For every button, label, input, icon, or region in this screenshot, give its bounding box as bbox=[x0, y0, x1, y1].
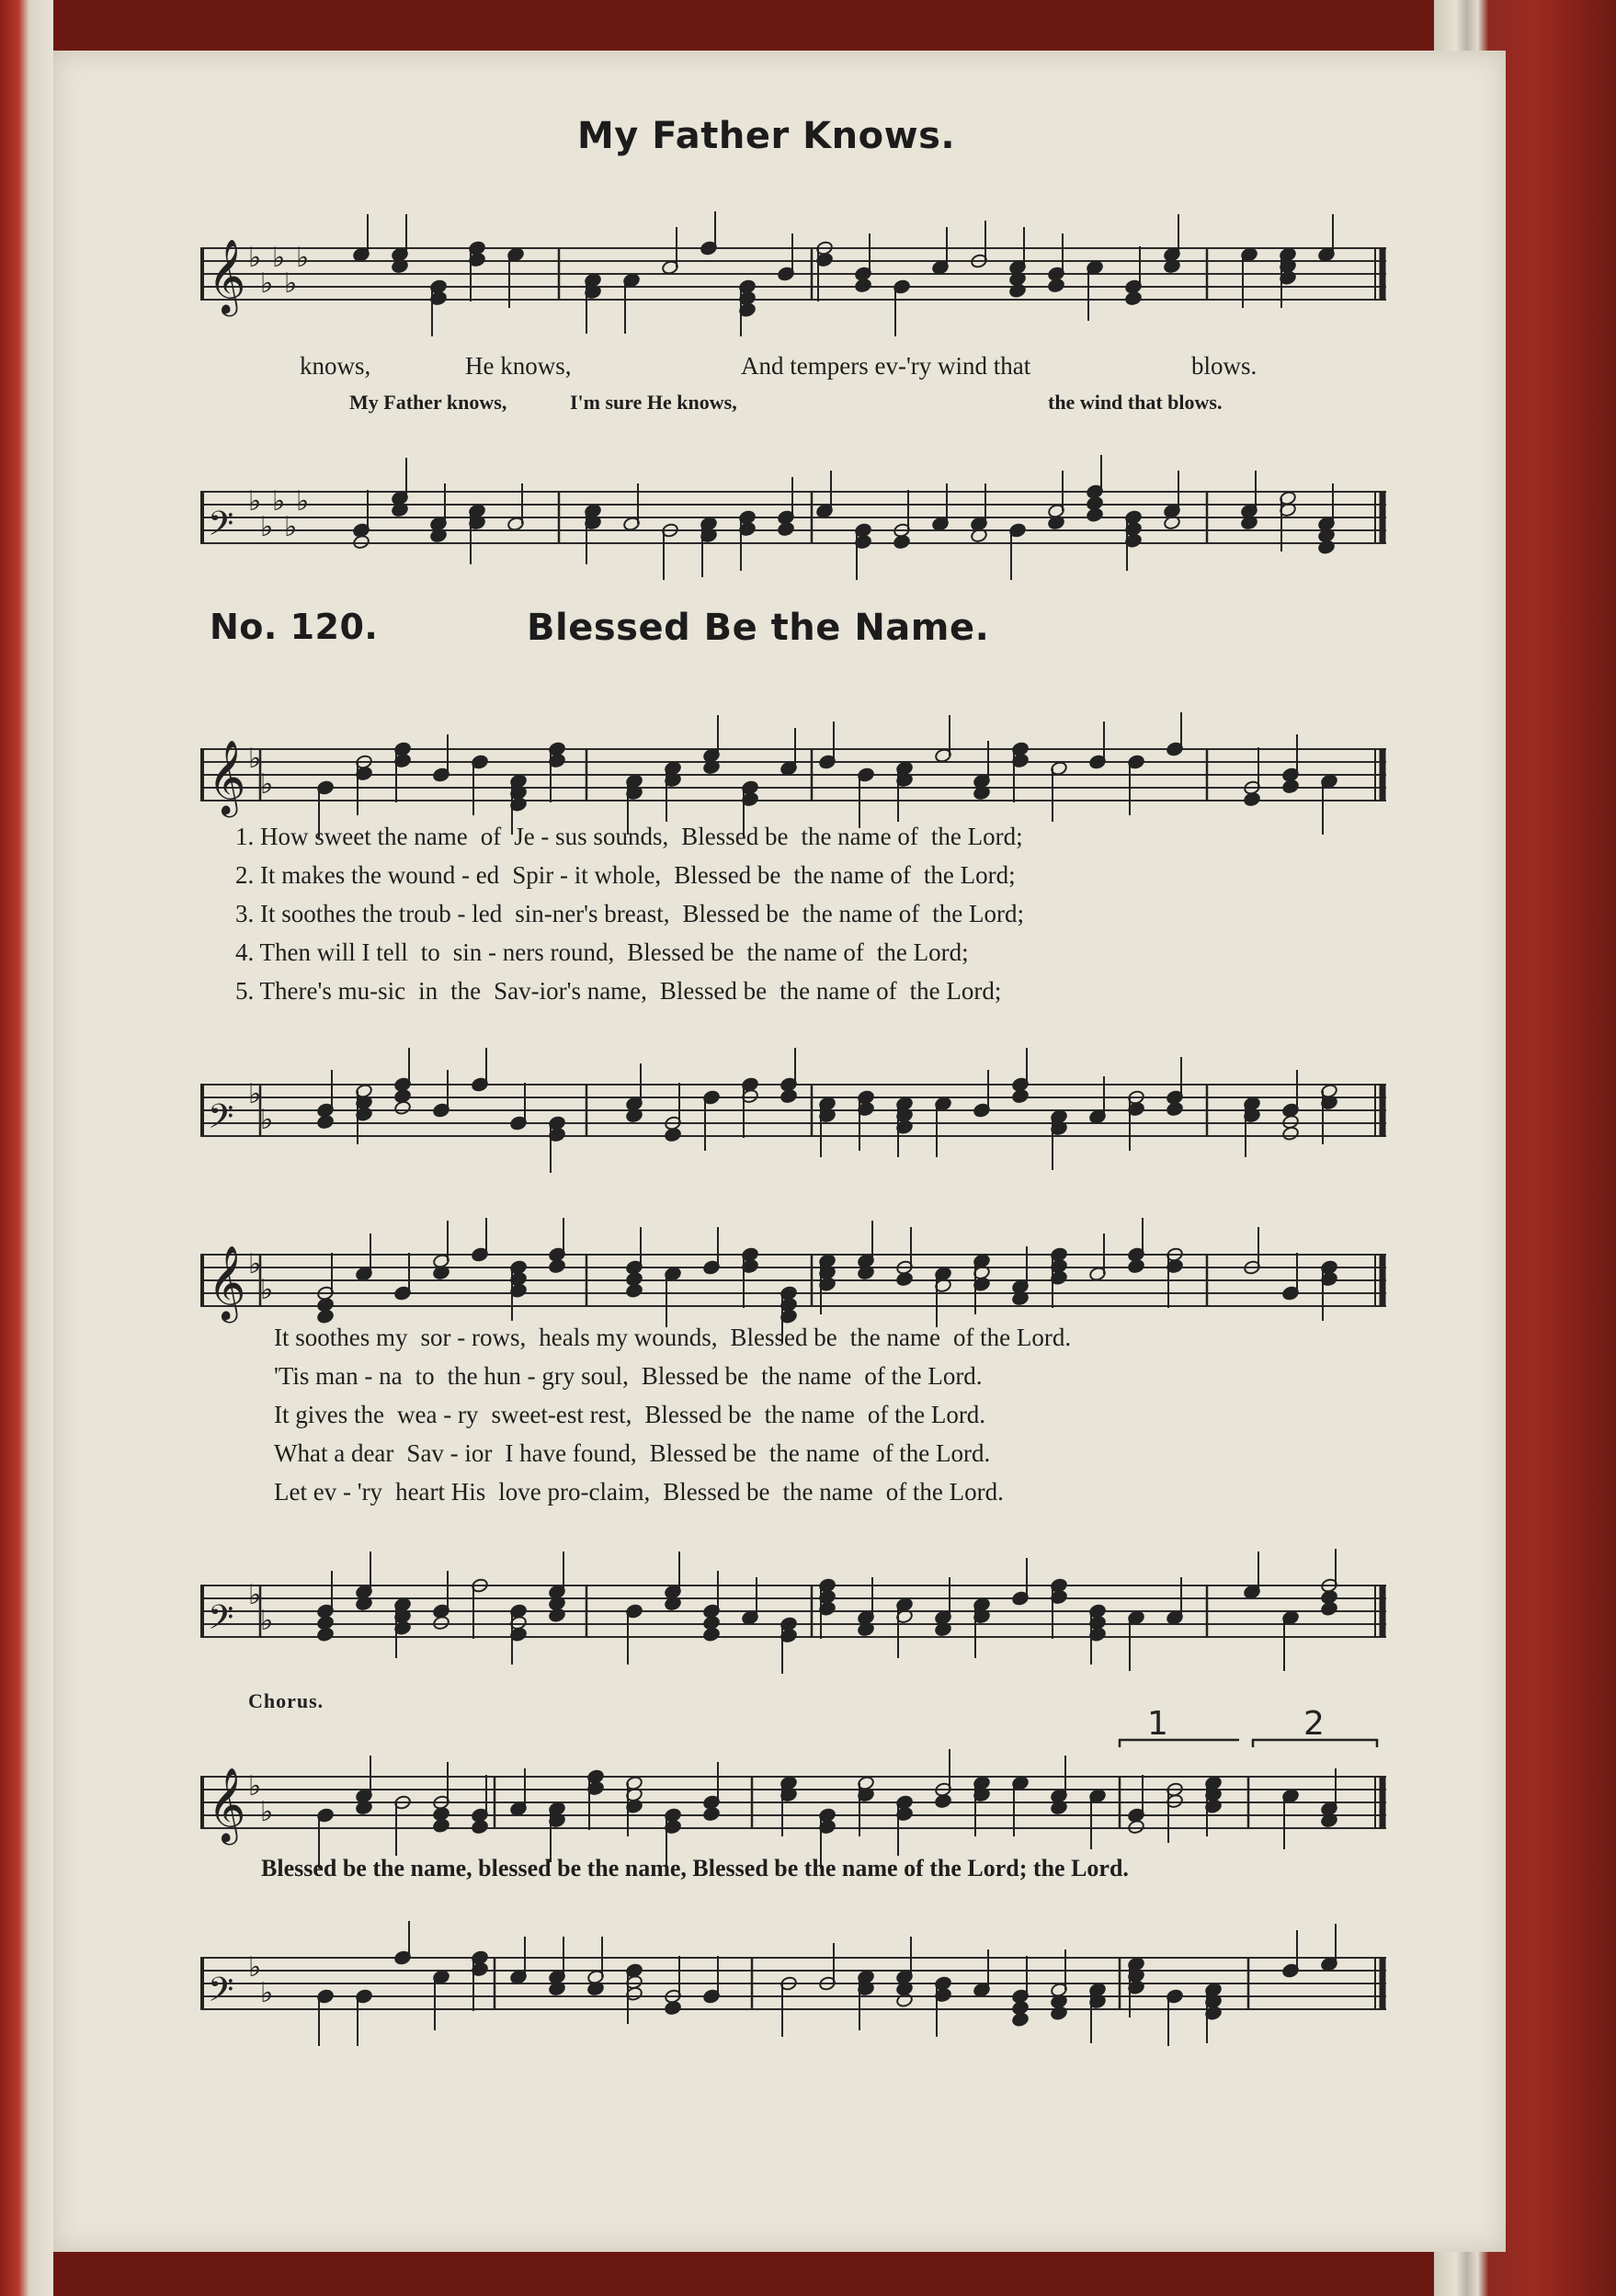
ending-number: 1 bbox=[1147, 1705, 1168, 1743]
svg-text:♭: ♭ bbox=[260, 768, 274, 801]
music-staff bbox=[200, 1705, 1386, 1870]
music-staff bbox=[200, 1549, 1386, 1678]
book-left-edge bbox=[0, 0, 53, 2296]
svg-text:♭: ♭ bbox=[248, 485, 262, 517]
hymn-title: Blessed Be the Name. bbox=[527, 607, 990, 649]
svg-text:♭: ♭ bbox=[296, 485, 310, 517]
svg-text:♭: ♭ bbox=[248, 1770, 262, 1802]
music-staff bbox=[200, 1048, 1386, 1177]
music-staff bbox=[200, 1921, 1386, 2051]
svg-text:𝄢: 𝄢 bbox=[208, 1097, 234, 1144]
svg-text:♭: ♭ bbox=[272, 485, 286, 517]
svg-text:♭: ♭ bbox=[248, 242, 262, 274]
staff-notation bbox=[200, 1921, 1386, 2046]
svg-text:𝄞: 𝄞 bbox=[208, 1767, 246, 1842]
verse-line: 4. Then will I tell to sin - ners round, Blessed be the name of the Lord; bbox=[235, 938, 969, 966]
music-staff bbox=[200, 455, 1386, 585]
svg-text:♭: ♭ bbox=[284, 511, 298, 543]
staff-notation bbox=[200, 1705, 1386, 1865]
verse-line: Let ev - 'ry heart His love pro-claim, Blessed be the name of the Lord. bbox=[274, 1478, 1004, 1506]
svg-text:♭: ♭ bbox=[248, 1248, 262, 1280]
chorus-lyric: Blessed be the name, blessed be the name, Blessed be the name of the Lord; the Lord. bbox=[261, 1855, 1129, 1881]
svg-text:♭: ♭ bbox=[260, 1796, 274, 1828]
verse-line: It soothes my sor - rows, heals my wounds, Blessed be the name of the Lord. bbox=[274, 1324, 1072, 1351]
lyric-line: My Father knows, I'm sure He knows, the wind that blows. bbox=[349, 391, 1223, 414]
verse-line: It gives the wea - ry sweet-est rest, Blessed be the name of the Lord. bbox=[274, 1401, 986, 1428]
svg-text:♭: ♭ bbox=[260, 1977, 274, 2009]
music-staff bbox=[200, 211, 1386, 341]
svg-text:♭: ♭ bbox=[260, 1605, 274, 1637]
verse-line: 3. It soothes the troub - led sin-ner's breast, Blessed be the name of the Lord; bbox=[235, 900, 1024, 927]
first-ending-bracket bbox=[1120, 1740, 1239, 1747]
verse-line: 1. How sweet the name of Je - sus sounds, Blessed be the name of the Lord; bbox=[235, 823, 1023, 850]
svg-text:♭: ♭ bbox=[248, 1078, 262, 1110]
svg-text:♭: ♭ bbox=[284, 267, 298, 300]
verse-line: 5. There's mu-sic in the Sav-ior's name, Blessed be the name of the Lord; bbox=[235, 977, 1002, 1005]
staff-notation bbox=[200, 1549, 1386, 1674]
svg-text:♭: ♭ bbox=[248, 743, 262, 775]
svg-text:♭: ♭ bbox=[260, 1104, 274, 1136]
svg-text:𝄞: 𝄞 bbox=[208, 238, 246, 313]
hymn-title: My Father Knows. bbox=[577, 115, 956, 157]
svg-text:𝄢: 𝄢 bbox=[208, 1598, 234, 1645]
staff-notation bbox=[200, 1048, 1386, 1173]
hymnal-page bbox=[53, 51, 1506, 2252]
staff-notation bbox=[200, 211, 1386, 336]
svg-text:♭: ♭ bbox=[260, 1274, 274, 1306]
svg-text:♭: ♭ bbox=[260, 511, 274, 543]
verse-line: What a dear Sav - ior I have found, Blessed be the name of the Lord. bbox=[274, 1439, 991, 1467]
svg-text:𝄢: 𝄢 bbox=[208, 505, 234, 551]
verse-line: 2. It makes the wound - ed Spir - it whole, Blessed be the name of the Lord; bbox=[235, 861, 1016, 889]
staff-notation bbox=[200, 712, 1386, 837]
svg-text:𝄞: 𝄞 bbox=[208, 1245, 246, 1320]
svg-text:♭: ♭ bbox=[272, 242, 286, 274]
lyric-line: knows, He knows, And tempers ev-'ry wind that blows. bbox=[300, 352, 1258, 380]
hymn-number: No. 120. bbox=[210, 607, 379, 647]
svg-text:♭: ♭ bbox=[296, 242, 310, 274]
staff-notation bbox=[200, 455, 1386, 580]
ending-number: 2 bbox=[1303, 1705, 1325, 1743]
verse-line: 'Tis man - na to the hun - gry soul, Blessed be the name of the Lord. bbox=[274, 1362, 983, 1390]
svg-text:𝄞: 𝄞 bbox=[208, 739, 246, 814]
svg-text:♭: ♭ bbox=[248, 1951, 262, 1983]
chorus-label: Chorus. bbox=[248, 1689, 324, 1712]
svg-text:♭: ♭ bbox=[248, 1579, 262, 1611]
svg-text:♭: ♭ bbox=[260, 267, 274, 300]
svg-text:𝄢: 𝄢 bbox=[208, 1971, 234, 2018]
